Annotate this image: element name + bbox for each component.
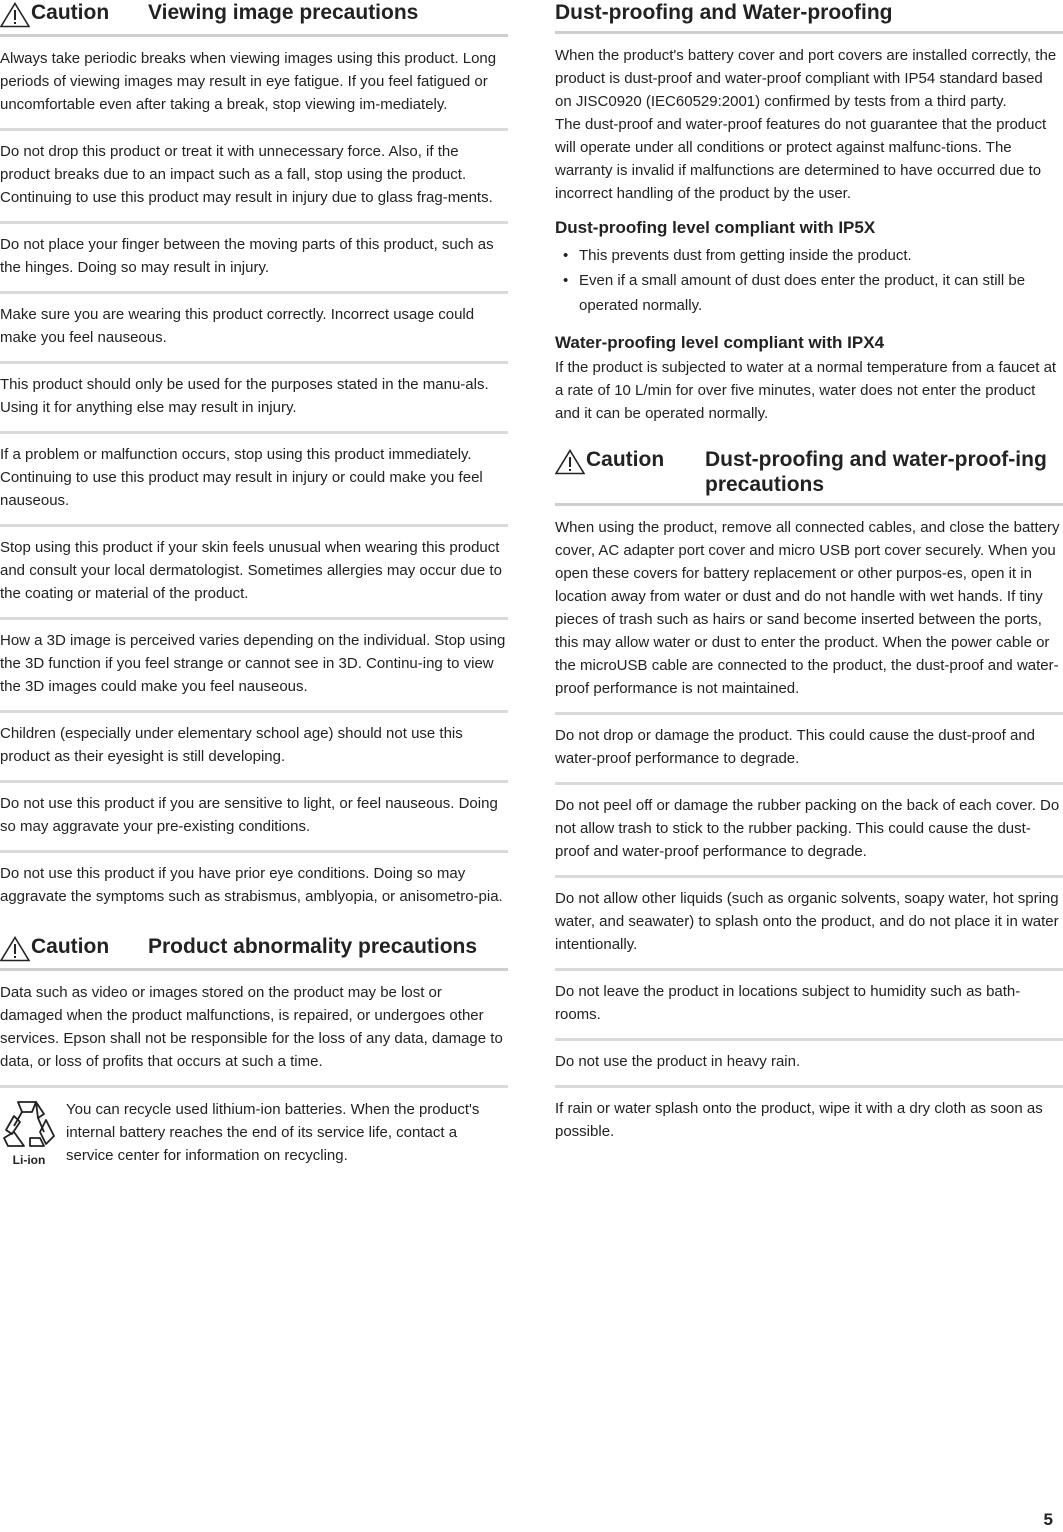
- paragraph: Do not allow other liquids (such as organic solvents, soapy water, hot spring water, and seawater) to splash onto the product, and do not place it in water intentionally.: [555, 878, 1063, 971]
- paragraph: Do not use the product in heavy rain.: [555, 1041, 1063, 1088]
- intro-paragraph: When the product's battery cover and port covers are installed correctly, the product is dust-proof and water-proof compliant with IP54 standard based on JISC0920 (IEC60529:2001) confirmed by tests from a third party.: [555, 47, 1057, 110]
- warning-icon: [0, 2, 30, 28]
- caution-label: [555, 447, 705, 475]
- paragraph: When using the product, remove all connected cables, and close the battery cover, AC adapter port cover and micro USB port cover securely. When you open these covers for battery replacement or other purpos-es, open it in location away from water or dust and do not handle with wet hands. If tiny pieces of trash such as hairs or sand become inserted between the ports, this may allow water or dust to enter the product. When the power cable or the microUSB cable are connected to the product, the dust-proof and water-proof performance is not maintained.: [555, 506, 1063, 715]
- section-title: Dust-proofing and Water-proofing: [555, 0, 1063, 34]
- abnormality-caution-header: [0, 934, 508, 971]
- section-title: Dust-proofing and water-proof-ing precautions: [705, 448, 1047, 496]
- recycle-note: [0, 1088, 508, 1175]
- paragraph: Data such as video or images stored on the product may be lost or damaged when the product malfunctions, is repaired, or undergoes other services. Epson shall not be responsible for the loss of any data, damage to data, or loss of profits that occurs at such a time.: [0, 971, 508, 1088]
- intro-paragraph: The dust-proof and water-proof features do not guarantee that the product will operate under all conditions or protect against malfunc-tions. The warranty is invalid if malfunctions are determined to have occurred due to incorrect handling of the product by the user.: [555, 116, 1047, 202]
- paragraph: Do not use this product if you have prior eye conditions. Doing so may aggravate the symptoms such as strabismus, amblyopia, or anisometro-pia.: [0, 865, 503, 905]
- warning-icon: [555, 449, 585, 475]
- section-title: Viewing image precautions: [148, 1, 419, 24]
- recycle-icon: [0, 1098, 58, 1170]
- paragraph: Stop using this product if your skin feels unusual when wearing this product and consult your local dermatologist. Sometimes allergies may occur due to the coating or material of the product.: [0, 527, 508, 620]
- paragraph: How a 3D image is perceived varies depending on the individual. Stop using the 3D function if you feel strange or cannot see in 3D. Continu-ing to view the 3D images could make you feel nauseous.: [0, 620, 508, 713]
- viewing-caution-header: [0, 0, 508, 37]
- ipx4-paragraph: If the product is subjected to water at a normal temperature from a faucet at a rate of 10 L/min for over five minutes, water does not enter the product and it can be operated normally.: [555, 359, 1057, 422]
- page-number: 5: [1043, 1510, 1053, 1529]
- paragraph: Always take periodic breaks when viewing images using this product. Long periods of viewing images may result in eye fatigue. If you feel fatigued or uncomfortable even after taking a break, stop viewing im-mediately.: [0, 37, 508, 131]
- paragraph: Children (especially under elementary school age) should not use this product as their eyesight is still developing.: [0, 713, 508, 783]
- paragraph: Do not leave the product in locations subject to humidity such as bath-rooms.: [555, 971, 1063, 1041]
- paragraph: Do not peel off or damage the rubber packing on the back of each cover. Do not allow trash to stick to the rubber packing. This could cause the dust-proof and water-proof performance to degrade.: [555, 785, 1063, 878]
- recycle-text: You can recycle used lithium-ion batteries. When the product's internal battery reaches the end of its service life, contact a service center for information on recycling.: [66, 1101, 480, 1164]
- caution-label: [0, 0, 148, 28]
- caution-word: Caution: [31, 1, 110, 24]
- li-ion-label: Li-ion: [12, 1153, 46, 1167]
- list-item: • Even if a small amount of dust does enter the product, it can still be operated normally.: [563, 272, 1026, 314]
- paragraph: If rain or water splash onto the product, wipe it with a dry cloth as soon as possible.: [555, 1100, 1043, 1140]
- list-item: • This prevents dust from getting inside the product.: [563, 247, 912, 264]
- ip5x-list: [555, 243, 1063, 318]
- paragraph: If a problem or malfunction occurs, stop using this product immediately. Continuing to use this product may result in injury or could make you feel nauseous.: [0, 434, 508, 527]
- recycle-icon-block: [0, 1098, 66, 1175]
- paragraph: Do not use this product if you are sensitive to light, or feel nauseous. Doing so may aggravate your pre-existing conditions.: [0, 783, 508, 853]
- paragraph: Do not drop or damage the product. This could cause the dust-proof and water-proof performance to degrade.: [555, 715, 1063, 785]
- paragraph: Make sure you are wearing this product correctly. Incorrect usage could make you feel nauseous.: [0, 294, 508, 364]
- caution-word: Caution: [31, 935, 110, 958]
- caution-word: Caution: [586, 448, 665, 471]
- caution-label: [0, 934, 148, 962]
- paragraph: This product should only be used for the purposes stated in the manu-als. Using it for anything else may result in injury.: [0, 364, 508, 434]
- dw-caution-header: [555, 447, 1063, 506]
- subsection-title: Water-proofing level compliant with IPX4: [555, 333, 885, 352]
- warning-icon: [0, 936, 30, 962]
- paragraph: Do not place your finger between the moving parts of this product, such as the hinges. Doing so may result in injury.: [0, 224, 508, 294]
- section-title: Product abnormality precautions: [148, 935, 478, 958]
- left-column: [0, 0, 508, 1175]
- paragraph: Do not drop this product or treat it with unnecessary force. Also, if the product breaks due to an impact such as a fall, stop using the product. Continuing to use this product may result in injury due to glass frag-ments.: [0, 131, 508, 224]
- right-column: [555, 0, 1063, 1155]
- subsection-title: Dust-proofing level compliant with IP5X: [555, 218, 876, 237]
